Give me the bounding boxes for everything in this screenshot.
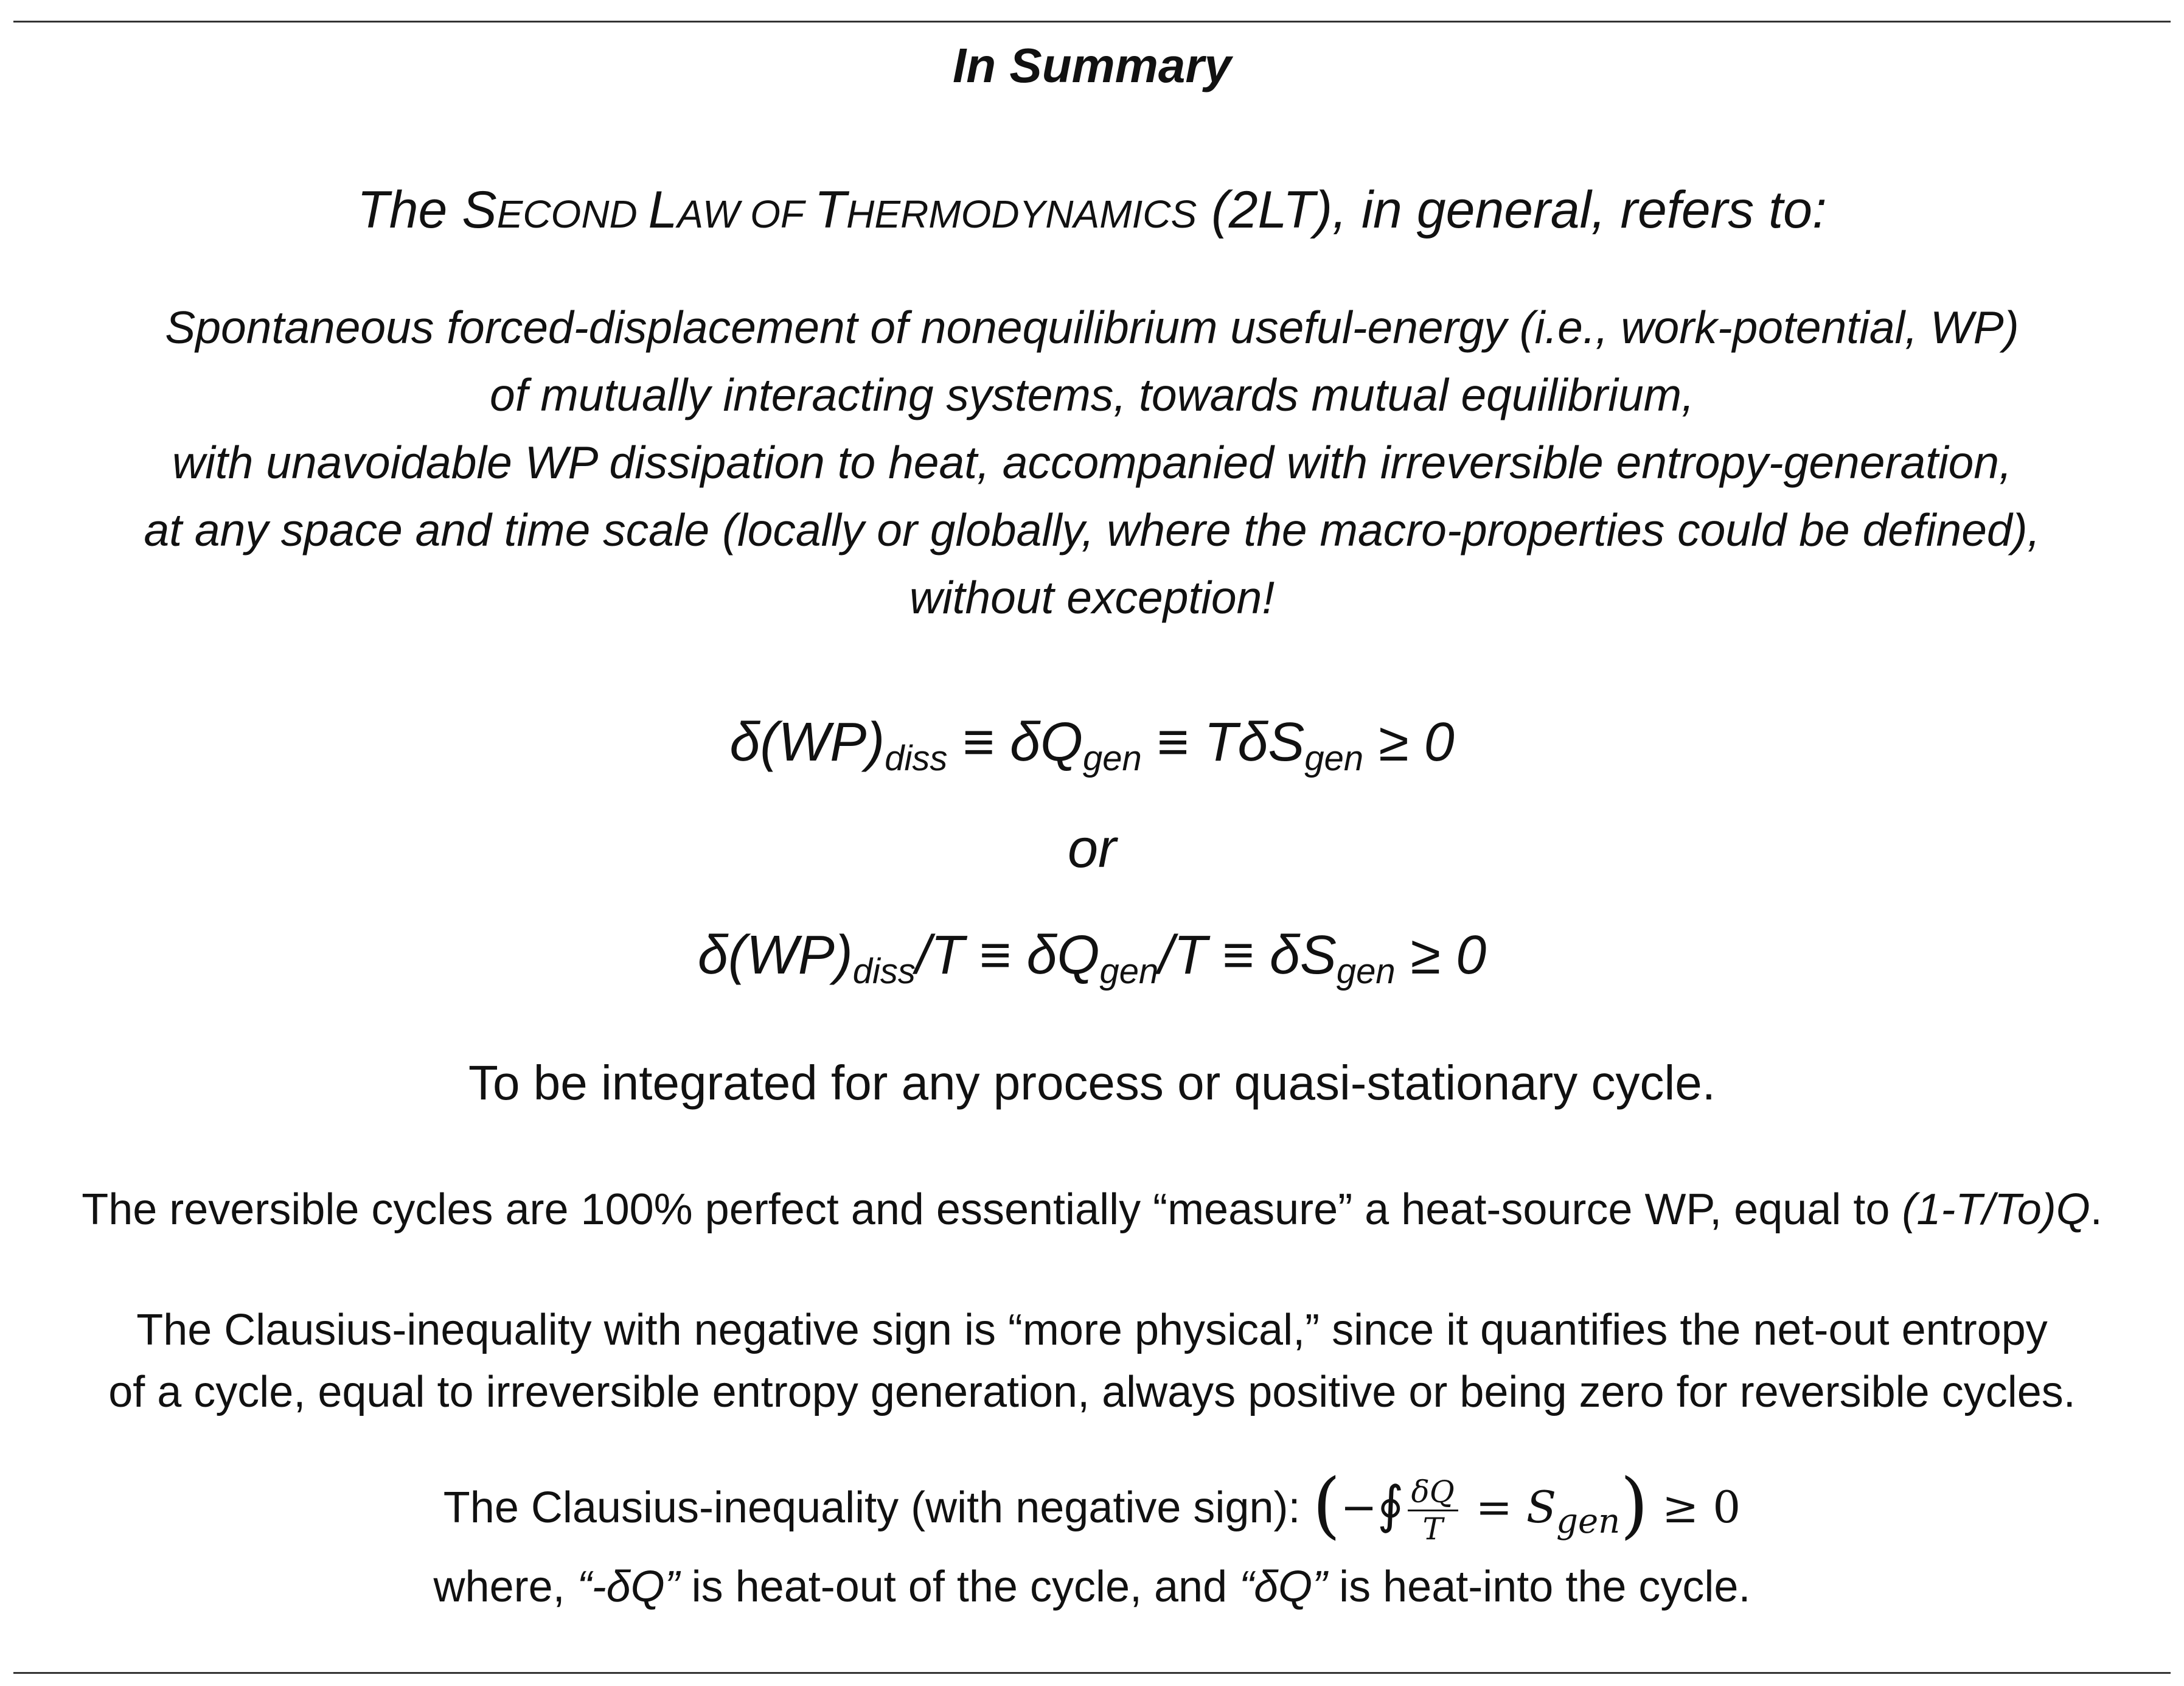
law-rest: AW OF [677,192,815,236]
where-prefix: where, [433,1562,577,1611]
s-gen-subscript: gen [1556,1501,1621,1541]
heat-in-term: “δQ” [1239,1562,1327,1611]
open-paren: ( [1312,1463,1341,1547]
formula2-part: ≥ 0 [1395,925,1487,986]
formula1-subscript: diss [885,739,948,779]
formula2-subscript: diss [852,952,916,992]
second-rest: ECOND [496,192,649,236]
definition-line-3: with unavoidable WP dissipation to heat, accompanied with irreversible entropy-generation, [172,437,2012,488]
minus-sign: − [1340,1482,1377,1533]
thermo-initial: T [814,181,847,239]
where-suffix: is heat-into the cycle. [1327,1562,1751,1611]
formula1-part: δ(WP) [729,712,885,773]
definition-line-1: Spontaneous forced-displacement of nonequilibrium useful-energy (i.e., work-potential, WP) [165,302,2019,353]
formula2-part: δ(WP) [697,925,853,986]
where-middle: is heat-out of the cycle, and [679,1562,1240,1611]
heat-out-term: “-δQ” [577,1562,680,1611]
close-paren: ) [1620,1463,1649,1547]
dissipation-formula [0,706,2184,779]
clausius-inequality-formula [0,1459,2184,1550]
cyclic-integral-symbol: ∮ [1377,1475,1404,1534]
fraction-denominator: T [1422,1511,1443,1547]
reversible-note-expression: (1-T/To)Q [1902,1185,2090,1234]
law-heading-suffix: (2LT), in general, refers to: [1197,181,1827,239]
formula1-subscript: gen [1304,739,1364,779]
law-initial: L [648,181,678,239]
greater-equal-zero: ≥ 0 [1648,1482,1741,1533]
law-heading-prefix: The [357,181,462,239]
definition-line-5: without exception! [909,572,1275,623]
thermo-rest: HERMODYNAMICS [846,192,1197,236]
formula2-subscript: gen [1099,952,1159,992]
reversible-cycles-note [0,1180,2184,1239]
entropy-formula [0,919,2184,992]
reversible-note-text: The reversible cycles are 100% perfect and essentially “measure” a heat-source WP, equal to [82,1185,1902,1234]
top-rule [13,21,2171,23]
integration-note: To be integrated for any process or quasi-stationary cycle. [468,1056,1716,1110]
reversible-note-end: . [2090,1185,2102,1234]
bottom-rule [13,1672,2171,1674]
heat-direction-note [0,1558,2184,1616]
formula2-part: /T ≡ δQ [915,925,1100,986]
fraction-numerator: δQ [1408,1475,1458,1511]
delta-q-over-t-fraction [1408,1475,1458,1545]
second-initial: S [462,181,497,239]
definition-line-2: of mutually interacting systems, towards mutual equilibrium, [490,369,1694,420]
clausius-note-line-2: of a cycle, equal to irreversible entropy generation, always positive or being zero for reversible cycles. [108,1368,2076,1416]
formula1-part: ≡ TδS [1141,712,1305,773]
connector-or: or [1067,818,1117,879]
formula1-subscript: gen [1083,739,1142,779]
equals-s: = S [1461,1482,1557,1533]
clausius-formula-label: The Clausius-inequality (with negative sign): [443,1483,1313,1532]
summary-title: In Summary [953,38,1231,92]
formula2-part: /T ≡ δS [1158,925,1337,986]
formula1-part: ≥ 0 [1363,712,1455,773]
law-heading [0,176,2184,248]
formula1-part: ≡ δQ [947,712,1083,773]
definition-line-4: at any space and time scale (locally or globally, where the macro-properties could be defined), [144,504,2040,556]
clausius-note-line-1: The Clausius-inequality with negative sign is “more physical,” since it quantifies the net-out entropy [136,1306,2048,1354]
formula2-subscript: gen [1336,952,1396,992]
